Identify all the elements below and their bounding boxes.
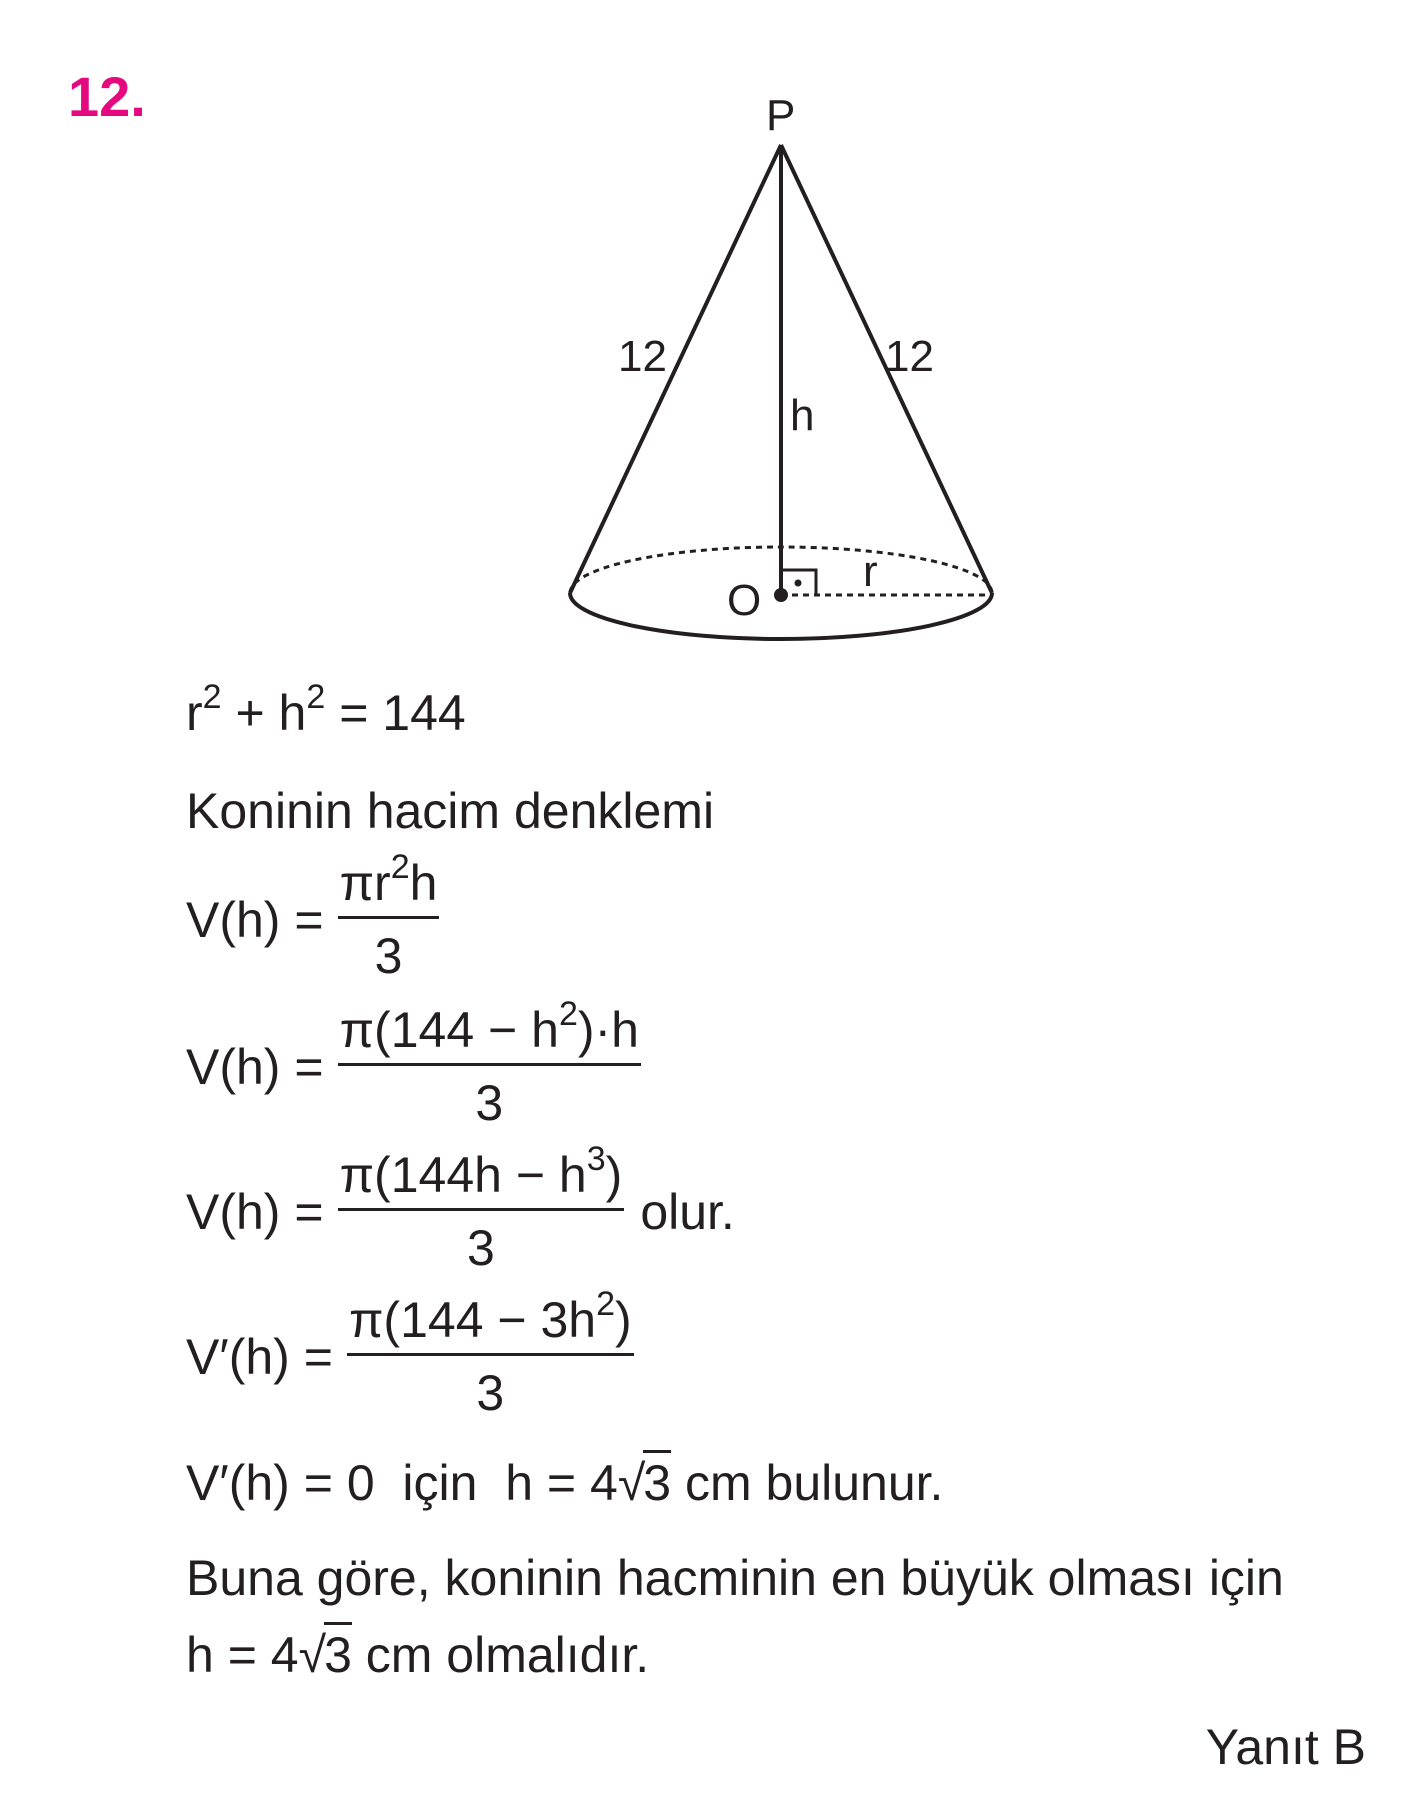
numerator: $\pi(144 - h^2)\cdot h$ [338, 1005, 641, 1066]
numerator: $\pi(144h - h^3)$ [338, 1150, 625, 1211]
radicand: 3 [324, 1622, 352, 1683]
height-label: h [790, 391, 815, 440]
equation-volume-2: V(h) = $\frac{\pi(144 - h^2)\cdot h}{3}$ [186, 995, 639, 1131]
equation-volume-3: V(h) = $\frac{\pi(144h - h^3)}{3}$ olur. [186, 1140, 735, 1276]
question-number: 12. [68, 65, 146, 128]
center-label: O [727, 576, 762, 625]
conclusion-line-1: Buna göre, koninin hacminin en büyük olması için [186, 1550, 1284, 1606]
equation-pythagoras: $r^2 + h^2 = 144$ [186, 678, 466, 741]
conclusion-line-2: h = 4√3 cm olmalıdır. [186, 1630, 649, 1680]
radius-label: r [863, 547, 878, 596]
equation-volume-1: V(h) = $\frac{\pi r^2h}{3}$ [186, 848, 438, 984]
fraction [338, 995, 641, 1131]
radicand: 3 [643, 1450, 671, 1511]
denominator: 3 [476, 1365, 505, 1421]
equation-derivative: V′(h) = $\frac{\pi(144 - 3h^2)}{3}$ [186, 1285, 632, 1421]
numerator: $\pi(144 - 3h^2)$ [347, 1295, 634, 1356]
cone-left-edge [570, 145, 781, 593]
slant-left-label: 12 [618, 332, 667, 381]
denominator: 3 [475, 1075, 504, 1131]
suffix-text: olur. [640, 1183, 735, 1240]
sqrt-symbol: √ [298, 1627, 327, 1683]
slant-right-label: 12 [885, 332, 934, 381]
right-angle-dot [795, 580, 802, 587]
cone-diagram [540, 85, 1020, 660]
critical-point-line: V′(h) = 0 için h = 4√3 cm bulunur. [186, 1458, 943, 1508]
sqrt-symbol: √ [617, 1455, 646, 1511]
fraction [347, 1285, 634, 1421]
intro-text: Koninin hacim denklemi [186, 783, 715, 839]
answer-label: Yanıt B [1205, 1719, 1366, 1775]
denominator: 3 [467, 1220, 495, 1276]
apex-label: P [766, 91, 796, 140]
numerator: $\pi r^2h$ [338, 858, 440, 919]
fraction [338, 848, 440, 984]
denominator: 3 [374, 928, 403, 984]
center-point [774, 588, 788, 602]
